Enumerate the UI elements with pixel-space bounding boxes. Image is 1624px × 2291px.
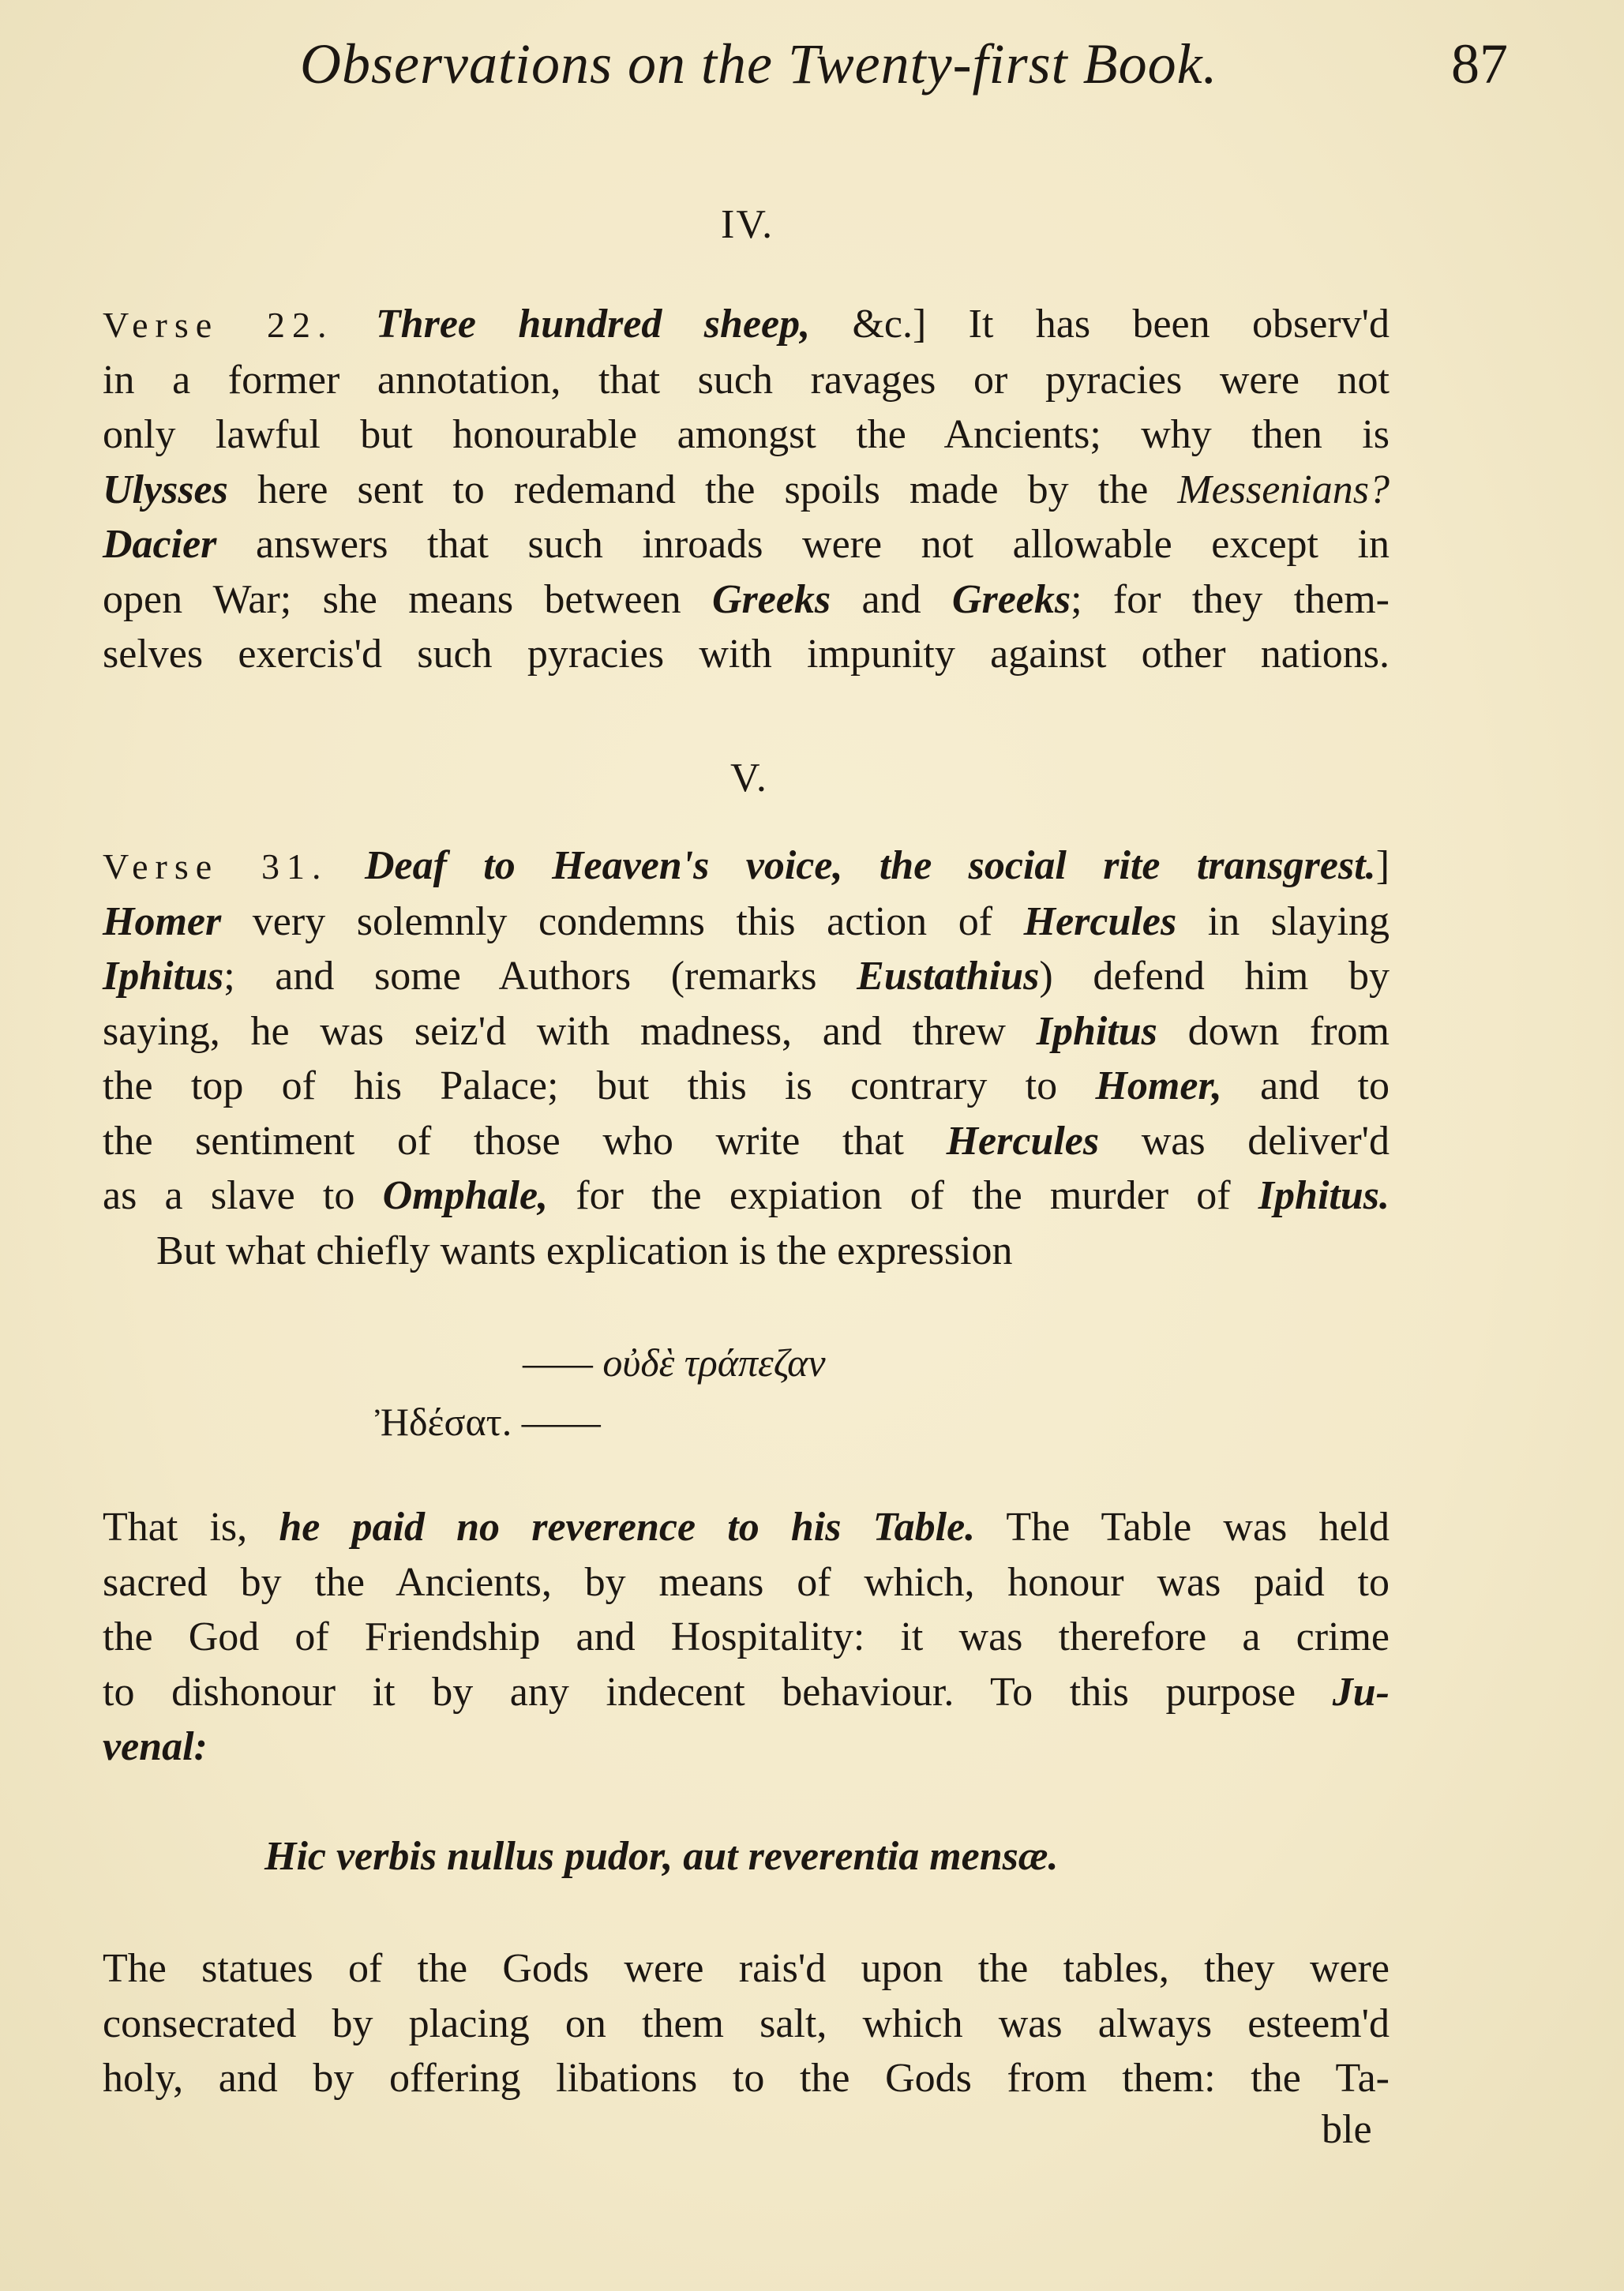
section-number-v: V. [730,756,768,801]
text-line: consecrated by placing on them salt, which was always esteem'd [103,2000,1390,2046]
text-line: Homer very solemnly condemns this action of Hercules in slaying [103,898,1390,944]
text-line: Ulysses here sent to redemand the spoils made by the Messenians? [103,467,1390,512]
section-v-final [103,1941,1390,2106]
text-line: holy, and by offering libations to the Gods from them: the Ta- [103,2056,1390,2101]
text-line: sacred by the Ancients, by means of which, honour was paid to [103,1559,1390,1605]
text-line: the God of Friendship and Hospitality: it was therefore a crime [103,1614,1390,1659]
text-line: But what chiefly wants explication is the expression [156,1228,1013,1273]
running-head: Observations on the Twenty-first Book. [300,32,1218,96]
section-number-iv: IV. [721,202,774,247]
text-line: open War; she means between Greeks and Greeks; for they them- [103,576,1390,622]
verse-quote: Deaf to Heaven's voice, the social rite transgrest. [364,843,1376,888]
section-v-body [103,838,1390,1278]
text-line: selves exercis'd such pyracies with impunity against other nations. [103,632,1390,677]
text-line: the top of his Palace; but this is contrary to Homer, and to [103,1063,1390,1108]
greek-line-2: Ἠδέσατ. —— [375,1400,601,1444]
text-line: saying, he was seiz'd with madness, and threw Iphitus down from [103,1008,1390,1054]
text-line: Iphitus; and some Authors (remarks Eustathius) defend him by [103,954,1390,999]
text-line: Verse 31. Deaf to Heaven's voice, the social rite transgrest.] [103,843,1390,888]
text-line: to dishonour it by any indecent behaviour. To this purpose Ju- [103,1669,1390,1715]
text-line: venal: [103,1724,208,1769]
verse-label: Verse 22. [103,305,334,345]
text-line: in a former annotation, that such ravages or pyracies were not [103,357,1390,403]
text-line: only lawful but honourable amongst the Ancients; why then is [103,412,1390,457]
section-iv-body [103,297,1390,682]
page-number: 87 [1451,32,1508,96]
text-line: as a slave to Omphale, for the expiation of the murder of Iphitus. [103,1173,1390,1218]
text-line: Verse 22. Three hundred sheep, &c.] It has been observ'd [103,302,1390,347]
catchword: ble [1322,2107,1372,2152]
verse-label: Verse 31. [103,846,328,887]
text-line: the sentiment of those who write that Hercules was deliver'd [103,1118,1390,1164]
greek-line-1: —— οὐδὲ τράπεζαν [523,1340,826,1385]
latin-quotation: Hic verbis nullus pudor, aut reverentia mensæ. [264,1834,1059,1879]
text-line: That is, he paid no reverence to his Table. The Table was held [103,1505,1390,1550]
text-line: The statues of the Gods were rais'd upon the tables, they were [103,1946,1390,1991]
text-line: Dacier answers that such inroads were not allowable except in [103,522,1390,567]
section-v-continuation [103,1500,1390,1775]
